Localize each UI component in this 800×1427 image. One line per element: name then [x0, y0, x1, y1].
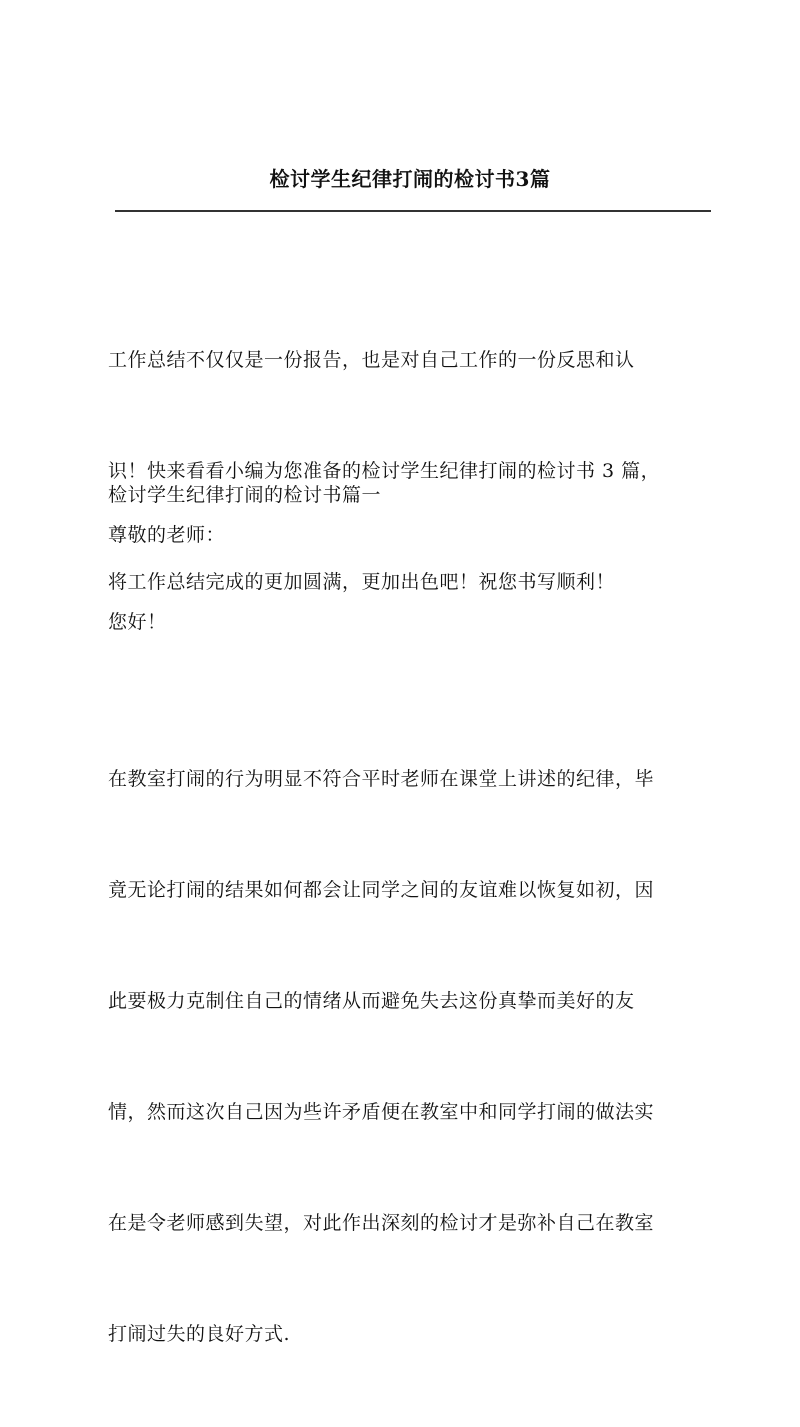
intro-line: 识！快来看看小编为您准备的检讨学生纪律打闹的检讨书 3 篇， [108, 460, 661, 482]
body-line: 此要极力克制住自己的情绪从而避免失去这份真挚而美好的友 [108, 990, 635, 1012]
title-underline [115, 210, 711, 212]
intro-line: 工作总结不仅仅是一份报告，也是对自己工作的一份反思和认 [108, 349, 635, 371]
body-line: 在是令老师感到失望，对此作出深刻的检讨才是弥补自己在教室 [108, 1212, 655, 1234]
greeting: 您好！ [108, 611, 167, 633]
body-line: 竟无论打闹的结果如何都会让同学之间的友谊难以恢复如初，因 [108, 879, 655, 901]
body-line: 情，然而这次自己因为些许矛盾便在教室中和同学打闹的做法实 [108, 1101, 655, 1123]
document-title: 检讨学生纪律打闹的检讨书3篇 [269, 167, 551, 191]
body-line: 打闹过失的良好方式. [108, 1323, 291, 1345]
body-paragraph [108, 687, 713, 1427]
salutation: 尊敬的老师： [108, 524, 226, 546]
intro-line: 将工作总结完成的更加圆满，更加出色吧！祝您书写顺利！ [108, 571, 616, 593]
section-heading: 检讨学生纪律打闹的检讨书篇一 [108, 484, 382, 506]
body-line: 在教室打闹的行为明显不符合平时老师在课堂上讲述的纪律，毕 [108, 768, 655, 790]
